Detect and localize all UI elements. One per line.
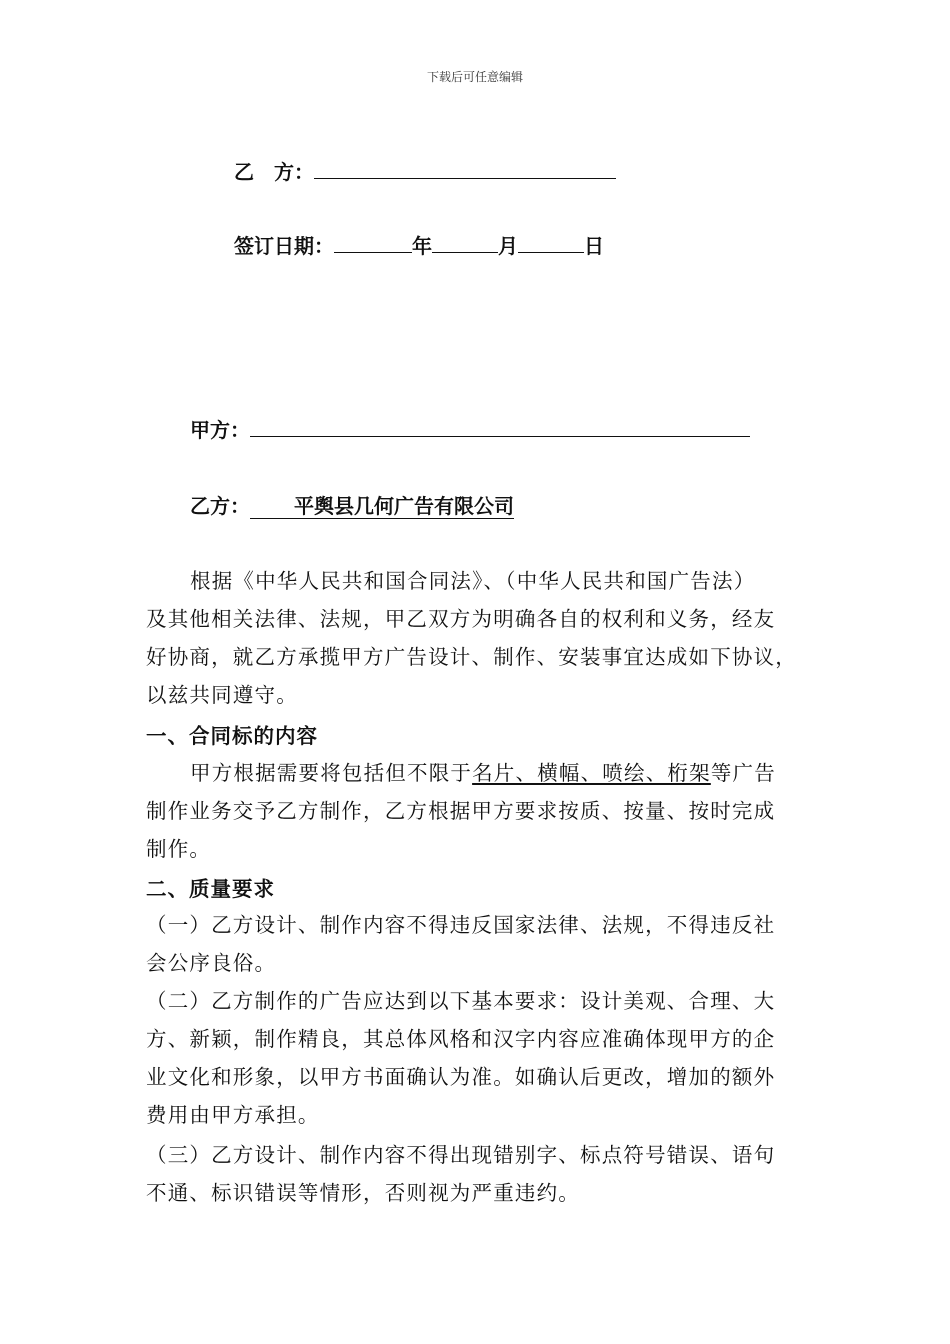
cover-party-b-label: 乙 方： [234,160,314,184]
day-label: 日 [584,234,604,258]
party-b-label: 乙方： [190,494,250,518]
sign-year-blank[interactable] [334,232,412,253]
section2-title: 二、质量要求 [146,877,275,901]
party-b-field [190,490,514,519]
section2-line: （三）乙方设计、制作内容不得出现错别字、标点符号错误、语句 [146,1143,776,1167]
section1-items: 名片、横幅、喷绘、桁架 [472,761,711,785]
party-a-label: 甲方： [190,418,250,442]
sign-date-label: 签订日期： [234,234,334,258]
section2-line: （一）乙方设计、制作内容不得违反国家法律、法规，不得违反社 [146,913,776,937]
sign-day-blank[interactable] [518,232,584,253]
section1-line: 制作。 [146,837,212,861]
section2-line: 方、新颖，制作精良，其总体风格和汉字内容应准确体现甲方的企 [146,1027,776,1051]
section1-line1-pre: 甲方根据需要将包括但不限于 [190,761,473,785]
month-label: 月 [498,234,518,258]
party-b-company-name: 平舆县几何广告有限公司 [250,494,514,519]
section2-line: 不通、标识错误等情形，否则视为严重违约。 [146,1181,580,1205]
section1-line [190,754,776,792]
cover-party-b-blank[interactable] [314,158,616,179]
cover-party-b-field [234,156,616,185]
section2-line: 会公序良俗。 [146,951,277,975]
sign-date-field [234,230,604,259]
party-a-blank[interactable] [250,416,750,437]
year-label: 年 [412,234,432,258]
section1-line1-post: 等广告 [710,761,776,785]
preamble-line: 好协商，就乙方承揽甲方广告设计、制作、安装事宜达成如下协议， [146,645,797,669]
section1-line: 制作业务交予乙方制作，乙方根据甲方要求按质、按量、按时完成 [146,799,776,823]
header-note: 下载后可任意编辑 [426,70,523,84]
preamble-line: 及其他相关法律、法规，甲乙双方为明确各自的权利和义务，经友 [146,607,776,631]
section2-line: （二）乙方制作的广告应达到以下基本要求：设计美观、合理、大 [146,989,776,1013]
preamble-line: 以兹共同遵守。 [146,683,298,707]
preamble-line: 根据《中华人民共和国合同法》、（中华人民共和国广告法） [190,569,756,593]
sign-month-blank[interactable] [432,232,498,253]
section1-title: 一、合同标的内容 [146,724,318,748]
section2-line: 业文化和形象，以甲方书面确认为准。如确认后更改，增加的额外 [146,1065,776,1089]
party-a-field [190,414,750,443]
section2-line: 费用由甲方承担。 [146,1103,320,1127]
